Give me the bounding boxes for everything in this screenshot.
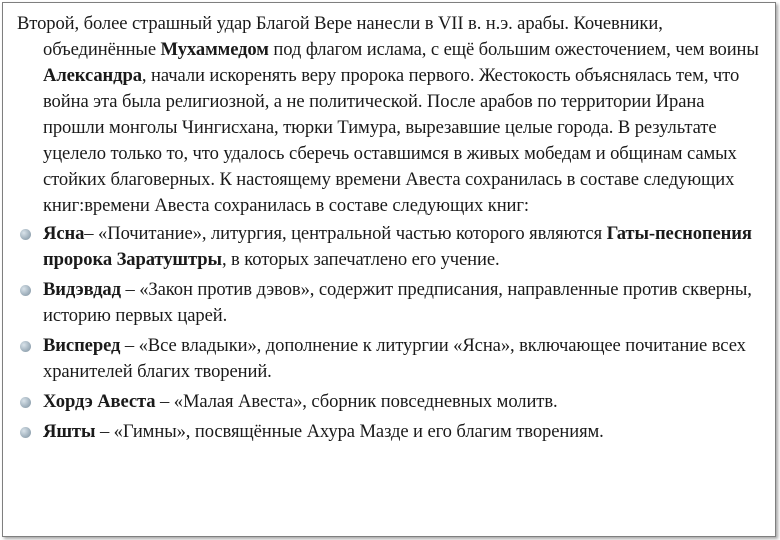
bullet-icon [20, 229, 31, 240]
intro-text-1: Второй, более страшный удар Благой Вере нанесли в VII в. н.э. арабы. Кочевники, объединённые [17, 13, 663, 60]
intro-paragraph [17, 11, 767, 219]
books-list [17, 221, 767, 445]
intro-text-2: под флагом ислама, с ещё большим ожесточением, чем воины [268, 39, 759, 60]
slide-content [17, 11, 767, 449]
intro-bold-alexander: Александра [43, 65, 142, 86]
bullet-icon [20, 397, 31, 408]
list-item-khorde-avesta [17, 389, 767, 415]
book-description: – «Почитание», литургия, центральной частью которого являются [84, 223, 607, 244]
slide-frame [2, 2, 776, 537]
bullet-icon [20, 427, 31, 438]
intro-bold-muhammad: Мухаммедом [160, 39, 269, 60]
book-name: Яшты [43, 421, 96, 442]
book-name: Висперед [43, 335, 121, 356]
list-item-yasna [17, 221, 767, 273]
bullet-icon [20, 285, 31, 296]
list-item-yashts [17, 419, 767, 445]
book-description: – «Закон против дэвов», содержит предписания, направленные против скверны, историю первых царей. [43, 279, 752, 326]
intro-text-3: , начали искоренять веру пророка первого. Жестокость объяснялась тем, что война эта была религиозной, а не политической. После арабов по территории Ирана прошли монголы Чингисхана, тюрки Тимура, вырезавшие целые города. В результате уцелело только то, что удалось сберечь оставшимся в живых мобедам и общинам самых стойких благоверных. К настоящему времени Авеста сохранилась в составе следующих книг:времени Авеста сохранилась в составе следующих книг: [43, 65, 740, 216]
book-description: – «Все владыки», дополнение к литургии «Ясна», включающее почитание всех хранителей благих творений. [43, 335, 746, 382]
book-highlight: Гаты-песнопения пророка Заратуштры [43, 223, 752, 270]
book-description: – «Малая Авеста», сборник повседневных молитв. [155, 391, 558, 412]
book-description-tail: , в которых запечатлено его учение. [221, 249, 500, 270]
list-item-videvdad [17, 277, 767, 329]
book-name: Ясна [43, 223, 85, 244]
book-name: Хордэ Авеста [43, 391, 156, 412]
book-description: – «Гимны», посвящённые Ахура Мазде и его благим творениям. [95, 421, 604, 442]
bullet-icon [20, 341, 31, 352]
book-name: Видэвдад [43, 279, 121, 300]
list-item-visperad [17, 333, 767, 385]
